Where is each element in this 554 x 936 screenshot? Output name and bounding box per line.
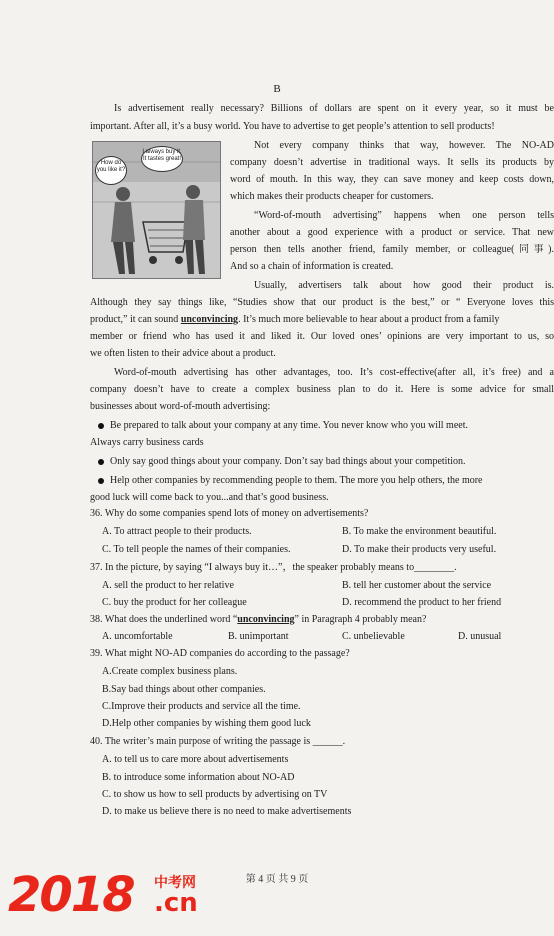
logo-brand: 中考网 <box>154 875 196 891</box>
underlined-word: unconvincing <box>180 314 239 325</box>
advice-bullet: Be prepared to talk about your company at any time. You never know who you will meet. <box>98 420 554 432</box>
question-40-stem: 40. The writer’s main purpose of writing the passage is ______. <box>90 736 346 747</box>
passage-line: which makes their products cheaper for customers. <box>230 191 434 202</box>
q37-option-c: C. buy the product for her colleague <box>102 597 247 608</box>
advice-bullet: Only say good things about your company. Don’t say bad things about your competition. <box>98 456 554 468</box>
q40-option-a: A. to tell us to care more about advertisements <box>102 754 289 765</box>
section-title: B <box>273 83 281 95</box>
q40-option-c: C. to show us how to sell products by advertising on TV <box>102 789 328 800</box>
passage-line: important. After all, it’s a busy world. You have to advertise to get people’s attention to sell products! <box>90 121 495 132</box>
passage-line: “Word-of-mouth advertising” happens when one person tells <box>254 210 554 221</box>
q38-option-a: A. uncomfortable <box>102 631 173 642</box>
q39-option-a: A.Create complex business plans. <box>102 666 238 677</box>
q37-option-d: D. recommend the product to her friend <box>342 597 502 608</box>
page-footer: 第 4 页 共 9 页 <box>245 874 309 885</box>
q39-option-b: B.Say bad things about other companies. <box>102 684 266 695</box>
q37-option-b: B. tell her customer about the service <box>342 580 492 591</box>
illustration-picture <box>92 141 221 279</box>
speech-bubble-right: I always buy it. It tastes great! <box>141 146 183 172</box>
passage-text: . It’s much more believable to hear about a product from a family <box>238 314 500 325</box>
q38-option-b: B. unimportant <box>228 631 289 642</box>
passage-line: company doesn’t have to create a complex business plan to do it. Here is some advice for small <box>90 384 554 395</box>
passage-line: good luck will come back to you...and that’s good business. <box>90 492 329 503</box>
bullet-icon <box>98 478 104 484</box>
advice-bullet: Help other companies by recommending people to them. The more you help others, the more <box>98 475 554 487</box>
passage-line: Always carry business cards <box>90 437 204 448</box>
q36-option-a: A. To attract people to their products. <box>102 526 252 537</box>
passage-line: word of mouth. In this way, they can save money and keep costs down, <box>230 174 554 185</box>
bullet-icon <box>98 459 104 465</box>
passage-line: person then tells another friend, family member, or colleague(同事). <box>230 244 554 255</box>
q40-option-b: B. to introduce some information about NO-AD <box>102 772 295 783</box>
passage-line-with-underline <box>90 314 554 326</box>
question-39-stem: 39. What might NO-AD companies do according to the passage? <box>90 648 350 659</box>
passage-line: we often listen to their advice about a product. <box>90 348 276 359</box>
passage-line: another about a good experience with a product or service. That new <box>230 227 554 238</box>
question-37-stem: 37. In the picture, by saying “I always buy it…”，the speaker probably means to________. <box>90 562 457 573</box>
q38-option-d: D. unusual <box>458 631 502 642</box>
passage-line: And so a chain of information is created. <box>230 261 394 272</box>
q36-option-c: C. To tell people the names of their companies. <box>102 544 291 555</box>
q37-option-a: A. sell the product to her relative <box>102 580 234 591</box>
logo-number: 2018 <box>8 867 134 923</box>
passage-text: product,” it can sound <box>90 314 181 325</box>
bullet-icon <box>98 423 104 429</box>
q36-option-d: D. To make their products very useful. <box>342 544 497 555</box>
q39-option-d: D.Help other companies by wishing them good luck <box>102 718 311 729</box>
speech-bubble-left: How do you like it? <box>95 156 127 185</box>
question-36-stem: 36. Why do some companies spend lots of money on advertisements? <box>90 508 369 519</box>
q36-option-b: B. To make the environment beautiful. <box>342 526 497 537</box>
q39-option-c: C.Improve their products and service all the time. <box>102 701 301 712</box>
passage-line: Although they say things like, “Studies show that our product is the best,” or “ Everyone loves this <box>90 297 554 308</box>
logo-domain: .cn <box>154 888 198 918</box>
passage-line: Usually, advertisers talk about how good their product is. <box>254 280 554 291</box>
passage-line: businesses about word-of-mouth advertising: <box>90 401 271 412</box>
underlined-word: unconvincing <box>237 614 295 625</box>
passage-line: company doesn’t advertise in traditional ways. It sells its products by <box>230 157 554 168</box>
passage-line: Not every company thinks that way, however. The NO-AD <box>254 140 554 151</box>
site-logo[interactable] <box>8 866 208 926</box>
q38-option-c: C. unbelievable <box>342 631 405 642</box>
q40-option-d: D. to make us believe there is no need to make advertisements <box>102 806 352 817</box>
passage-line: member or friend who has used it and liked it. Our loved ones’ opinions are very important to us, so <box>90 331 554 342</box>
passage-line: Is advertisement really necessary? Billions of dollars are spent on it every year, so it must be <box>114 103 554 114</box>
passage-line: Word-of-mouth advertising has other advantages, too. It’s cost-effective(after all, it’s free) and a <box>114 367 554 378</box>
question-38-stem: 38. What does the underlined word “unconvincing” in Paragraph 4 probably mean? <box>90 614 427 625</box>
